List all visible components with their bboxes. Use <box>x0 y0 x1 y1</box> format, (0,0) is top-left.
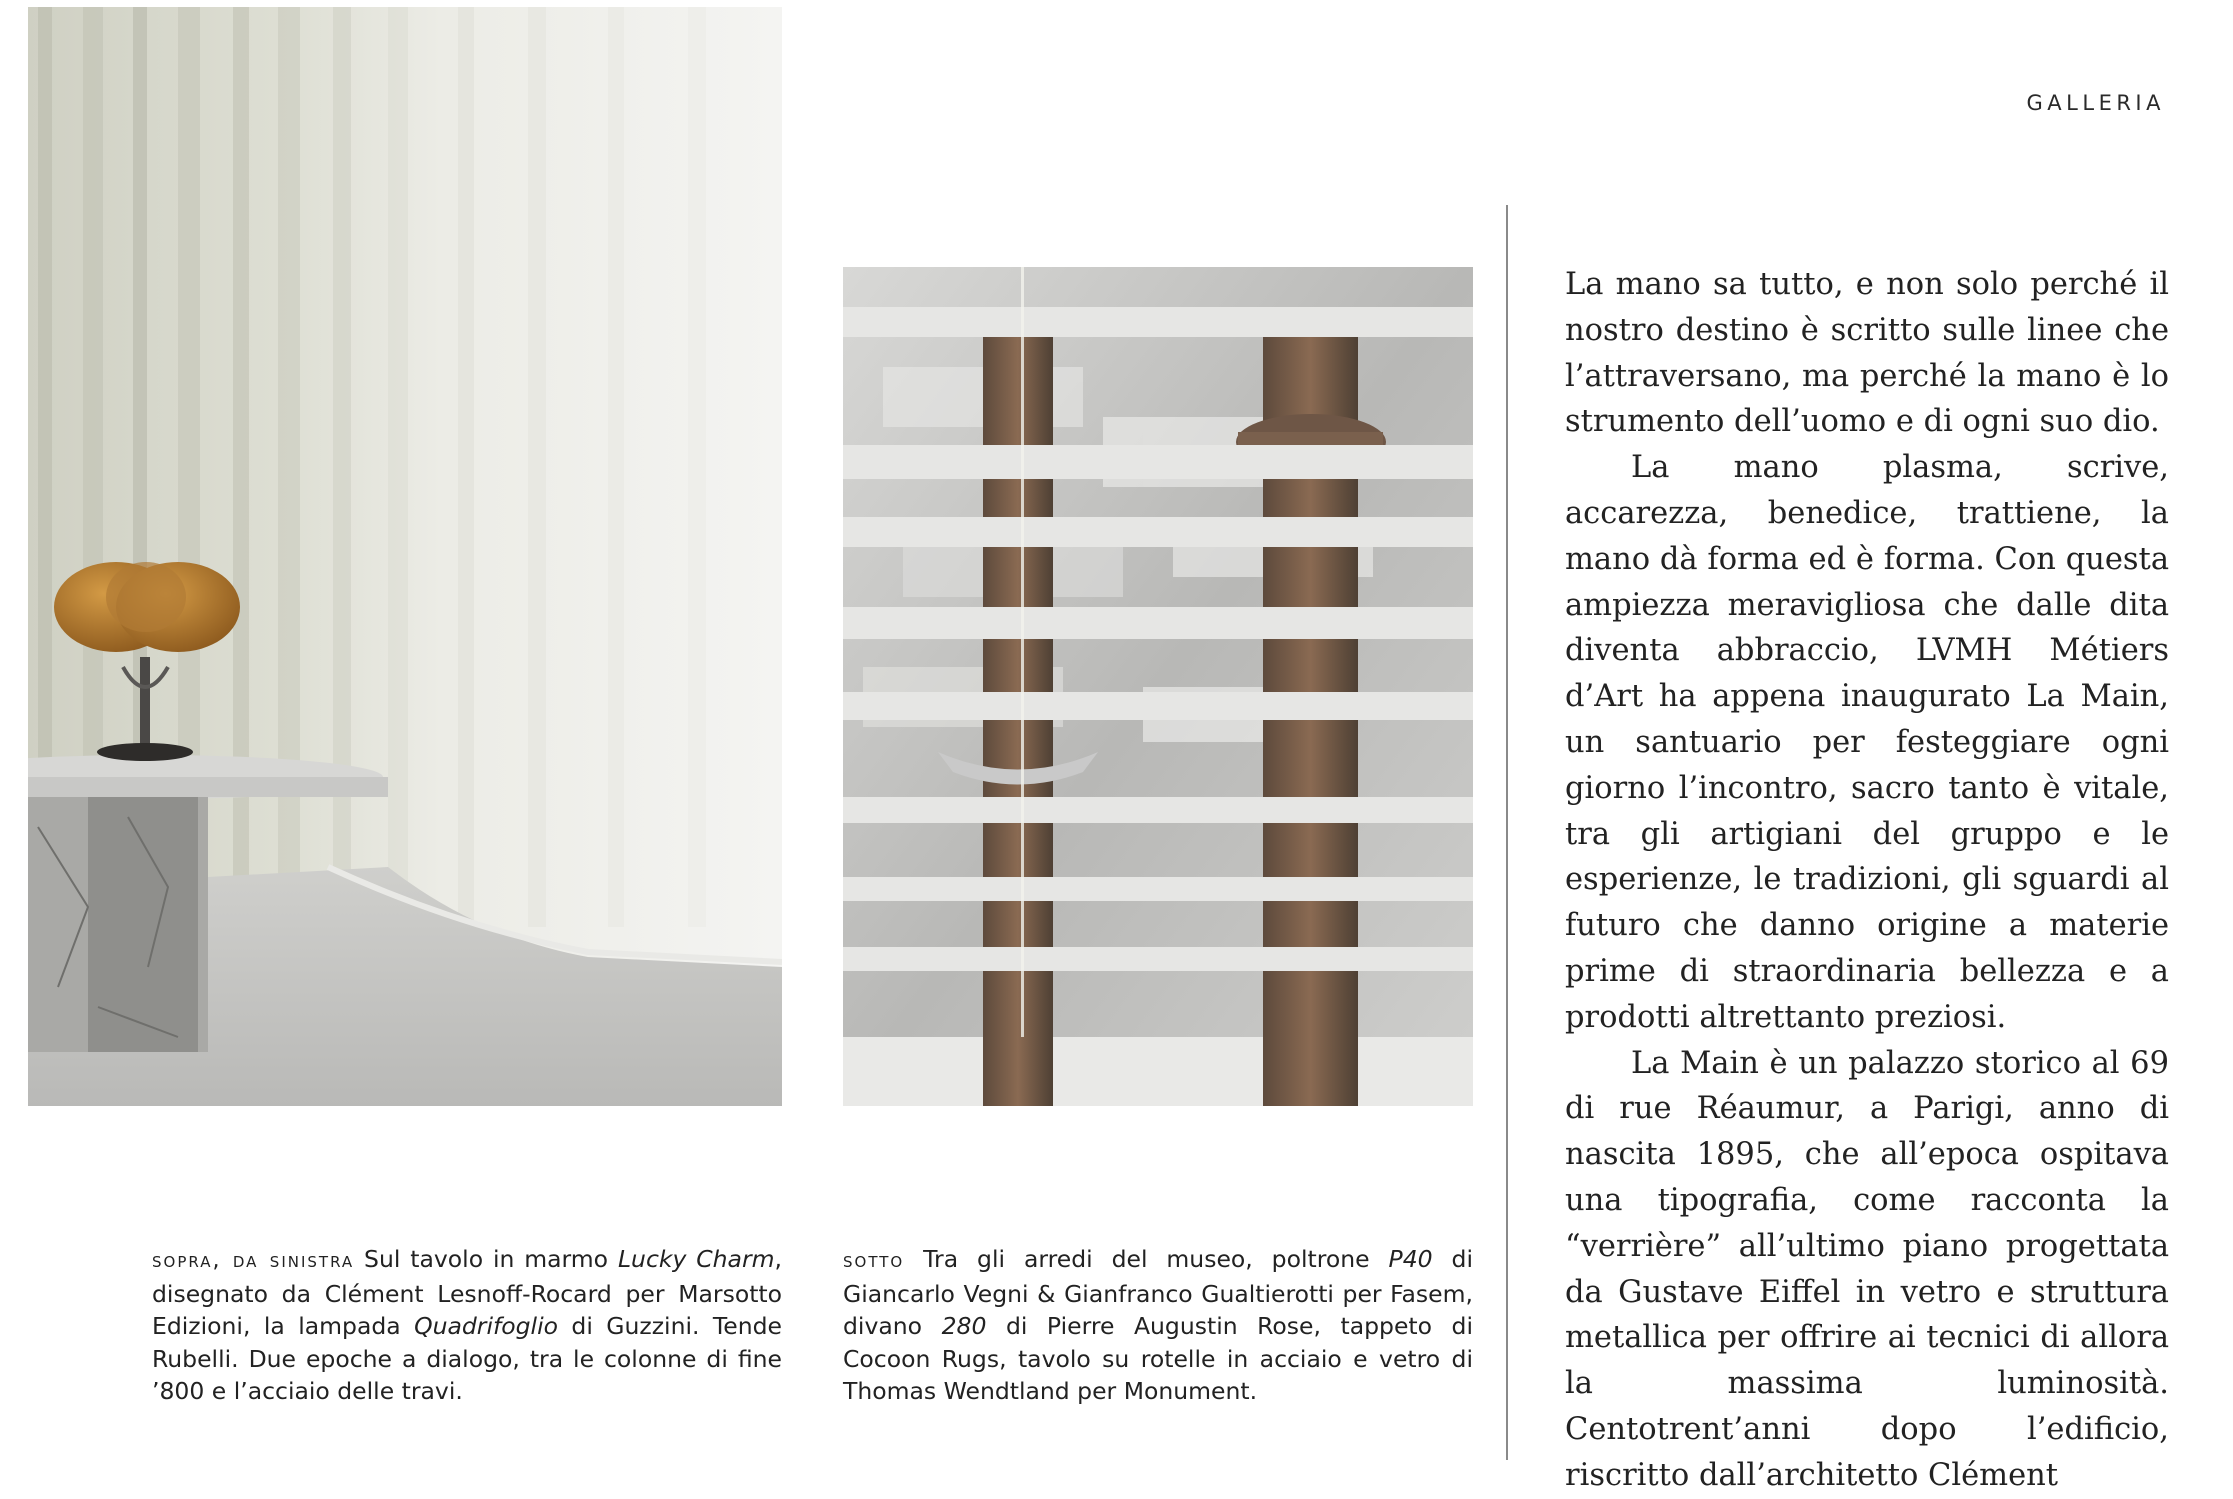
caption-text: di Pierre Augustin Rose, tappeto di Cocoon Rugs, tavolo su rotelle in acciaio e vetro di Thomas Wendtland per Monument. <box>843 1312 1473 1405</box>
caption-lead: sotto <box>843 1248 905 1273</box>
caption-text: di Giancarlo Vegni & Gianfranco Gualtierotti per Fasem, divano <box>843 1245 1473 1340</box>
article-paragraph: La mano sa tutto, e non solo perché il nostro destino è scritto sulle linee che l’attraversano, ma perché la mano è lo strumento dell’uomo e di ogni suo dio. <box>1565 267 2169 440</box>
caption-product-name: 280 <box>941 1312 987 1340</box>
photo-columns-beams <box>843 267 1473 1106</box>
caption-lead: sopra, da sinistra <box>152 1248 355 1273</box>
caption-product-name: Quadrifoglio <box>414 1312 558 1340</box>
caption-product-name: Lucky Charm <box>617 1245 775 1273</box>
caption-text: , disegnato da Clément Lesnoff-Rocard per Marsotto Edizioni, la lampada <box>152 1245 782 1340</box>
article-paragraph: La Main è un palazzo storico al 69 di rue Réaumur, a Parigi, anno di nascita 1895, che all’epoca ospitava una tipografia, come racconta la “verrière” all’ultimo piano progettata da Gustave Eiffel in vetro e struttura metallica per offrire ai tecnici di allora la massima luminosità. Centotrent’anni dopo l’edificio, riscritto dall’architetto Clément <box>1565 1045 2169 1493</box>
caption-left <box>152 1243 782 1408</box>
caption-right <box>843 1243 1473 1408</box>
caption-text: Tra gli arredi del museo, poltrone <box>904 1245 1389 1273</box>
article-body <box>1565 262 2169 1499</box>
column-divider <box>1506 205 1508 1460</box>
article-paragraph: La mano plasma, scrive, accarezza, benedice, trattiene, la mano dà forma ed è forma. Con questa ampiezza meravigliosa che dalle dita diventa abbraccio, LVMH Métiers d’Art ha appena inaugurato La Main, un santuario per festeggiare ogni giorno l’incontro, sacro tanto è vitale, tra gli artigiani del gruppo e le esperienze, le tradizioni, gli sguardi al futuro che danno origine a materie prime di straordinaria bellezza e a prodotti altrettanto preziosi. <box>1565 450 2169 1035</box>
caption-text: Sul tavolo in marmo <box>354 1245 618 1273</box>
caption-product-name: P40 <box>1388 1245 1433 1273</box>
section-label: GALLERIA <box>2026 91 2165 115</box>
caption-text: di Guzzini. Tende Rubelli. Due epoche a dialogo, tra le colonne di fine ’800 e l’acciaio delle travi. <box>152 1312 782 1405</box>
photo-curtain-table-lamp <box>28 7 782 1106</box>
